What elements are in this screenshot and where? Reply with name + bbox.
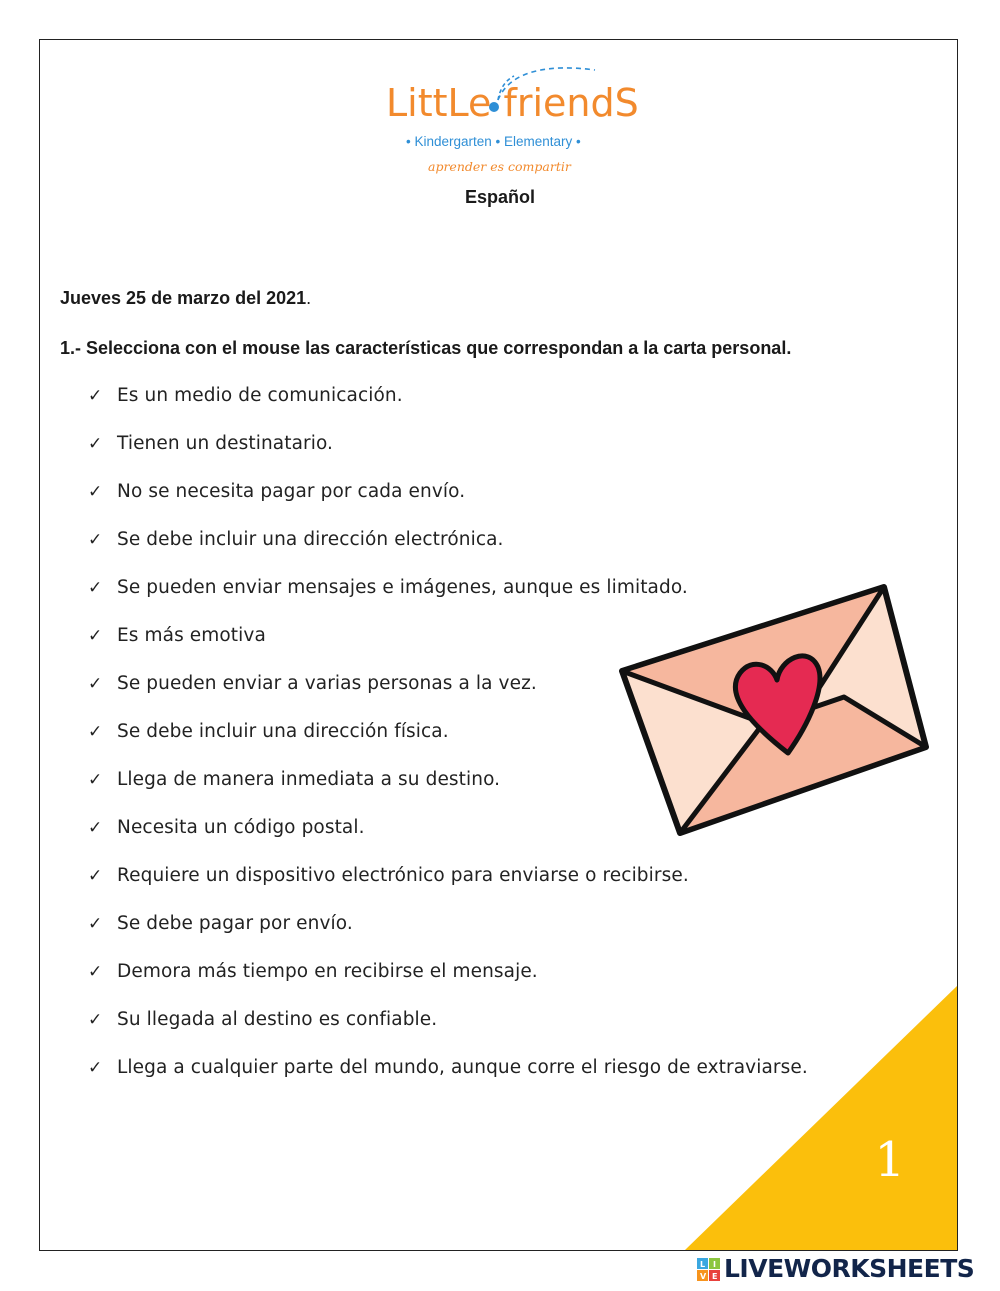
check-icon: ✓ [88, 626, 103, 646]
list-item[interactable] [88, 911, 808, 959]
check-icon: ✓ [88, 1058, 103, 1078]
list-item-text[interactable]: Se debe pagar por envío. [117, 913, 353, 934]
list-item-text[interactable]: Se pueden enviar a varias personas a la vez. [117, 673, 537, 694]
list-item-text[interactable]: Se debe incluir una dirección física. [117, 721, 449, 742]
check-icon: ✓ [88, 818, 103, 838]
liveworksheets-brand: LIVEWORKSHEETS [724, 1254, 975, 1283]
worksheet-date [60, 288, 311, 309]
list-item[interactable] [88, 479, 808, 527]
exercise-instruction: 1.- Selecciona con el mouse las características que correspondan a la carta personal. [60, 338, 792, 358]
badge-letter-l: L [700, 1260, 706, 1269]
list-item-text[interactable]: Requiere un dispositivo electrónico para enviarse o recibirse. [117, 865, 689, 886]
list-item-text[interactable]: Se debe incluir una dirección electrónica. [117, 529, 504, 550]
list-item-text[interactable]: Demora más tiempo en recibirse el mensaje. [117, 961, 538, 982]
check-icon: ✓ [88, 578, 103, 598]
page-number: 1 [874, 1132, 905, 1188]
list-item[interactable] [88, 863, 808, 911]
date-suffix: . [306, 288, 312, 308]
check-icon: ✓ [88, 386, 103, 406]
badge-letter-e: E [712, 1272, 718, 1281]
list-item[interactable] [88, 1055, 808, 1103]
check-icon: ✓ [88, 530, 103, 550]
list-item-text[interactable]: No se necesita pagar por cada envío. [117, 481, 466, 502]
list-item[interactable] [88, 959, 808, 1007]
list-item-text[interactable]: Tienen un destinatario. [117, 433, 334, 454]
subject-title: Español [464, 187, 535, 207]
list-item[interactable] [88, 1007, 808, 1055]
list-item[interactable] [88, 383, 808, 431]
list-item-text[interactable]: Se pueden enviar mensajes e imágenes, aunque es limitado. [117, 577, 688, 598]
check-icon: ✓ [88, 722, 103, 742]
date-text: Jueves 25 de marzo del 2021 [60, 288, 307, 308]
check-icon: ✓ [88, 914, 103, 934]
check-icon: ✓ [88, 434, 103, 454]
check-icon: ✓ [88, 674, 103, 694]
list-item-text[interactable]: Llega a cualquier parte del mundo, aunque corre el riesgo de extraviarse. [117, 1057, 808, 1078]
logo-slogan: aprender es compartir [428, 159, 571, 174]
list-item-text[interactable]: Es un medio de comunicación. [117, 385, 403, 406]
list-item-text[interactable]: Es más emotiva [117, 625, 266, 646]
school-logo-wordmark [380, 58, 640, 136]
badge-letter-i: I [713, 1260, 716, 1269]
school-logo [380, 58, 640, 178]
check-icon: ✓ [88, 962, 103, 982]
check-icon: ✓ [88, 770, 103, 790]
logo-brand-text: LittLe friendS [386, 81, 639, 125]
check-icon: ✓ [88, 1010, 103, 1030]
list-item[interactable] [88, 431, 808, 479]
list-item[interactable] [88, 527, 808, 575]
logo-tagline: • Kindergarten • Elementary • [406, 134, 581, 149]
list-item-text[interactable]: Necesita un código postal. [117, 817, 365, 838]
check-icon: ✓ [88, 866, 103, 886]
check-icon: ✓ [88, 482, 103, 502]
badge-letter-v: V [700, 1272, 707, 1281]
list-item-text[interactable]: Llega de manera inmediata a su destino. [117, 769, 501, 790]
list-item-text[interactable]: Su llegada al destino es confiable. [117, 1009, 438, 1030]
envelope-heart-illustration [612, 575, 940, 845]
